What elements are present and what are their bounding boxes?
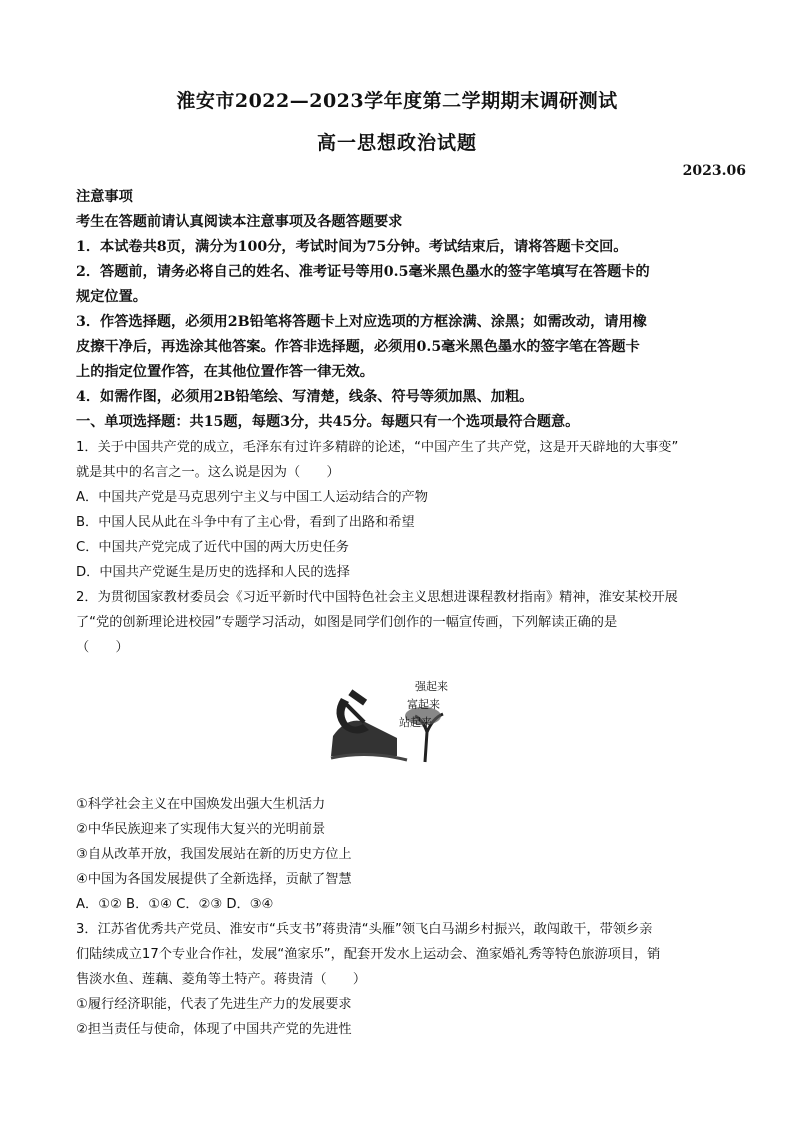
q2-stem-line-2: 了“党的创新理论进校园”专题学习活动，如图是同学们创作的一幅宣传画，下列解读正确的是: [76, 615, 618, 630]
notice-item-1: 1．本试卷共8页，满分为100分，考试时间为75分钟。考试结束后，请将答题卡交回。: [76, 239, 628, 255]
section-1-heading: 一、单项选择题：共15题，每题3分，共45分。每题只有一个选项最符合题意。: [76, 414, 580, 430]
q1-option-a: A．中国共产党是马克思列宁主义与中国工人运动结合的产物: [76, 490, 428, 505]
poster-text-3: 站起来: [399, 716, 432, 729]
q3-stem-line-1: 3．江苏省优秀共产党员、淮安市“兵支书”蒋贵清“头雁”领飞白马湖乡村振兴，敢闯敢干，带领乡亲: [76, 922, 653, 937]
q2-statement-3: ③自从改革开放，我国发展站在新的历史方位上: [76, 847, 352, 862]
notice-lead: 考生在答题前请认真阅读本注意事项及各题答题要求: [76, 214, 403, 230]
q2-statement-4: ④中国为各国发展提供了全新选择，贡献了智慧: [76, 872, 352, 887]
q3-stem-line-3: 售淡水鱼、莲藕、菱角等土特产。蒋贵清（ ）: [76, 972, 367, 987]
notice-item-3-line-3: 上的指定位置作答，在其他位置作答一律无效。: [76, 364, 374, 380]
exam-subtitle: 高一思想政治试题: [316, 132, 477, 154]
q2-statement-1: ①科学社会主义在中国焕发出强大生机活力: [76, 797, 326, 812]
q2-stem-line-1: 2．为贯彻国家教材委员会《习近平新时代中国特色社会主义思想进课程教材指南》精神，淮安某校开展: [76, 590, 678, 605]
notice-item-4: 4．如需作图，必须用2B铅笔绘、写清楚，线条、符号等须加黑、加粗。: [76, 389, 534, 405]
q3-statement-2: ②担当责任与使命，体现了中国共产党的先进性: [76, 1022, 352, 1037]
notice-item-2-line-1: 2．答题前，请务必将自己的姓名、准考证号等用0.5毫米黑色墨水的签字笔填写在答题卡的: [76, 264, 650, 280]
q1-option-c: C．中国共产党完成了近代中国的两大历史任务: [76, 540, 349, 555]
exam-title: 淮安市2022—2023学年度第二学期期末调研测试: [176, 90, 618, 112]
exam-content: [76, 185, 724, 1042]
poster-text-1: 强起来: [415, 680, 448, 693]
q2-stem-line-3: （ ）: [76, 640, 129, 655]
q2-statement-2: ②中华民族迎来了实现伟大复兴的光明前景: [76, 822, 326, 837]
q2-options: A．①② B．①④ C．②③ D．③④: [76, 897, 274, 912]
hammer-head-shape: [348, 689, 367, 705]
q1-option-d: D．中国共产党诞生是历史的选择和人民的选择: [76, 565, 350, 580]
q3-stem-line-2: 们陆续成立17个专业合作社，发展“渔家乐”，配套开发水上运动会、渔家婚礼秀等特色旅游项目，销: [76, 947, 661, 962]
notice-heading: 注意事项: [76, 189, 133, 205]
q3-statement-1: ①履行经济职能，代表了先进生产力的发展要求: [76, 997, 352, 1012]
exam-date: 2023.06: [682, 163, 746, 179]
q1-stem-line-2: 就是其中的名言之一。这么说是因为（ ）: [76, 465, 340, 480]
propaganda-poster-image: [327, 676, 467, 766]
notice-item-2-line-2: 规定位置。: [76, 289, 147, 305]
notice-item-3-line-2: 皮擦干净后，再选涂其他答案。作答非选择题，必须用0.5毫米黑色墨水的签字笔在答题卡: [76, 339, 640, 355]
q1-stem-line-1: 1．关于中国共产党的成立，毛泽东有过许多精辟的论述，“中国产生了共产党，这是开天辟地的大事变”: [76, 440, 679, 455]
poster-text-2: 富起来: [407, 698, 440, 711]
q1-option-b: B．中国人民从此在斗争中有了主心骨，看到了出路和希望: [76, 515, 415, 530]
hammer-handle-shape: [344, 702, 365, 723]
notice-item-3-line-1: 3．作答选择题，必须用2B铅笔将答题卡上对应选项的方框涂满、涂黑；如需改动，请用橡: [76, 314, 647, 330]
